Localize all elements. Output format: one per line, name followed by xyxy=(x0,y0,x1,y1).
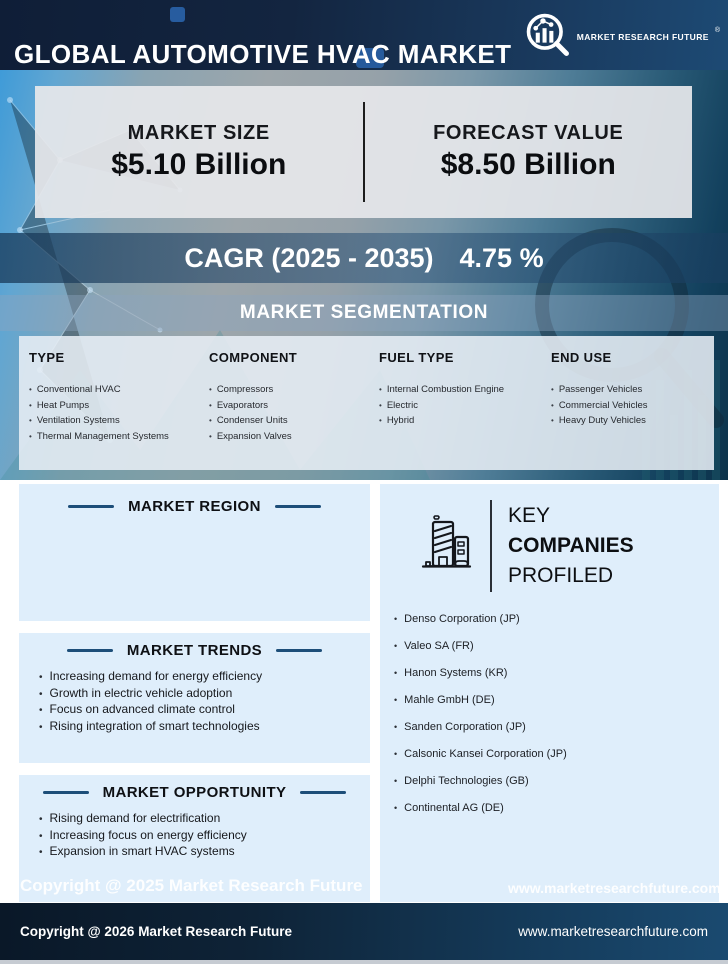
company-item: • Valeo SA (FR) xyxy=(394,639,719,654)
seg-item: • Conventional HVAC xyxy=(29,382,199,398)
segmentation-title-band xyxy=(0,295,728,331)
market-size-label: MARKET SIZE xyxy=(127,122,270,144)
opportunity-item: • Expansion in smart HVAC systems xyxy=(39,844,370,861)
company-item: • Denso Corporation (JP) xyxy=(394,612,719,627)
seg-col-title: FUEL TYPE xyxy=(379,350,454,365)
trend-item: • Increasing demand for energy efficiency xyxy=(39,669,370,686)
seg-item: • Heavy Duty Vehicles xyxy=(551,413,714,429)
companies-title-line3: PROFILED xyxy=(508,564,614,587)
market-trends-card xyxy=(19,633,370,763)
title-dash-right xyxy=(300,791,346,794)
companies-title-line2: COMPANIES xyxy=(508,534,634,557)
brand-name: MARKET RESEARCH FUTURE xyxy=(576,32,709,42)
cagr-label: CAGR (2025 - 2035) xyxy=(184,242,434,273)
seg-item: • Expansion Valves xyxy=(209,429,369,445)
segmentation-title: MARKET SEGMENTATION xyxy=(239,302,489,323)
section-header xyxy=(19,484,370,515)
seg-item: • Internal Combustion Engine xyxy=(379,382,541,398)
seg-col-title: COMPONENT xyxy=(209,350,298,365)
seg-col-component xyxy=(199,336,369,470)
section-header xyxy=(19,633,370,659)
cagr-value: 4.75 % xyxy=(459,242,544,273)
key-companies-card xyxy=(380,484,719,902)
seg-item: • Ventilation Systems xyxy=(29,413,199,429)
segmentation-panel xyxy=(19,336,714,470)
trend-item: • Rising integration of smart technologies xyxy=(39,719,370,736)
companies-title xyxy=(508,501,634,591)
registered-mark: ® xyxy=(714,26,720,34)
title-dash-left xyxy=(67,649,113,652)
title-dash-right xyxy=(276,649,322,652)
opportunity-item: • Rising demand for electrification xyxy=(39,811,370,828)
market-region-card xyxy=(19,484,370,621)
header-bar xyxy=(0,0,728,70)
title-dash-left xyxy=(68,505,114,508)
company-item: • Continental AG (DE) xyxy=(394,801,719,816)
market-opportunity-title: MARKET OPPORTUNITY xyxy=(102,784,287,801)
seg-item: • Evaporators xyxy=(209,398,369,414)
company-item: • Delphi Technologies (GB) xyxy=(394,774,719,789)
market-size-stat xyxy=(35,86,363,218)
company-item: • Sanden Corporation (JP) xyxy=(394,720,719,735)
seg-col-type xyxy=(19,336,199,470)
footer-website: www.marketresearchfuture.com xyxy=(518,924,708,939)
watermark-copyright: Copyright @ 2025 Market Research Future xyxy=(20,876,363,895)
seg-col-title: TYPE xyxy=(29,350,65,365)
seg-item: • Thermal Management Systems xyxy=(29,429,199,445)
market-region-title: MARKET REGION xyxy=(128,498,261,515)
companies-title-line1: KEY xyxy=(508,504,551,527)
cagr-band xyxy=(0,233,728,283)
forecast-value-stat xyxy=(365,86,693,218)
footer-bar xyxy=(0,903,728,960)
seg-col-title: END USE xyxy=(551,350,612,365)
seg-item: • Heat Pumps xyxy=(29,398,199,414)
seg-item: • Passenger Vehicles xyxy=(551,382,714,398)
seg-item: • Electric xyxy=(379,398,541,414)
trend-item: • Growth in electric vehicle adoption xyxy=(39,686,370,703)
forecast-value-value: $8.50 Billion xyxy=(440,148,616,181)
company-item: • Calsonic Kansei Corporation (JP) xyxy=(394,747,719,762)
company-item: • Mahle GmbH (DE) xyxy=(394,693,719,708)
seg-item: • Commercial Vehicles xyxy=(551,398,714,414)
seg-item: • Hybrid xyxy=(379,413,541,429)
title-dash-left xyxy=(43,791,89,794)
seg-col-end-use xyxy=(541,336,714,470)
mrf-logo-icon xyxy=(524,11,571,63)
trend-item: • Focus on advanced climate control xyxy=(39,702,370,719)
watermark-website: www.marketresearchfuture.com xyxy=(508,880,721,896)
forecast-value-label: FORECAST VALUE xyxy=(433,122,624,144)
market-size-value: $5.10 Billion xyxy=(111,148,287,181)
page-title: GLOBAL AUTOMOTIVE HVAC MARKET xyxy=(14,39,512,70)
title-dash-right xyxy=(275,505,321,508)
seg-col-fuel-type xyxy=(369,336,541,470)
companies-divider xyxy=(490,500,492,592)
market-stats-panel xyxy=(35,86,692,218)
market-trends-title: MARKET TRENDS xyxy=(126,642,263,659)
footer-copyright: Copyright @ 2026 Market Research Future xyxy=(20,924,292,939)
section-header xyxy=(19,775,370,801)
seg-item: • Condenser Units xyxy=(209,413,369,429)
hero-section xyxy=(0,70,728,480)
opportunity-item: • Increasing focus on energy efficiency xyxy=(39,828,370,845)
building-icon xyxy=(418,513,474,580)
brand-logo xyxy=(524,11,720,63)
companies-header xyxy=(380,484,719,592)
company-item: • Hanon Systems (KR) xyxy=(394,666,719,681)
footer-bottom-strip xyxy=(0,960,728,964)
decor-square xyxy=(170,7,185,22)
seg-item: • Compressors xyxy=(209,382,369,398)
